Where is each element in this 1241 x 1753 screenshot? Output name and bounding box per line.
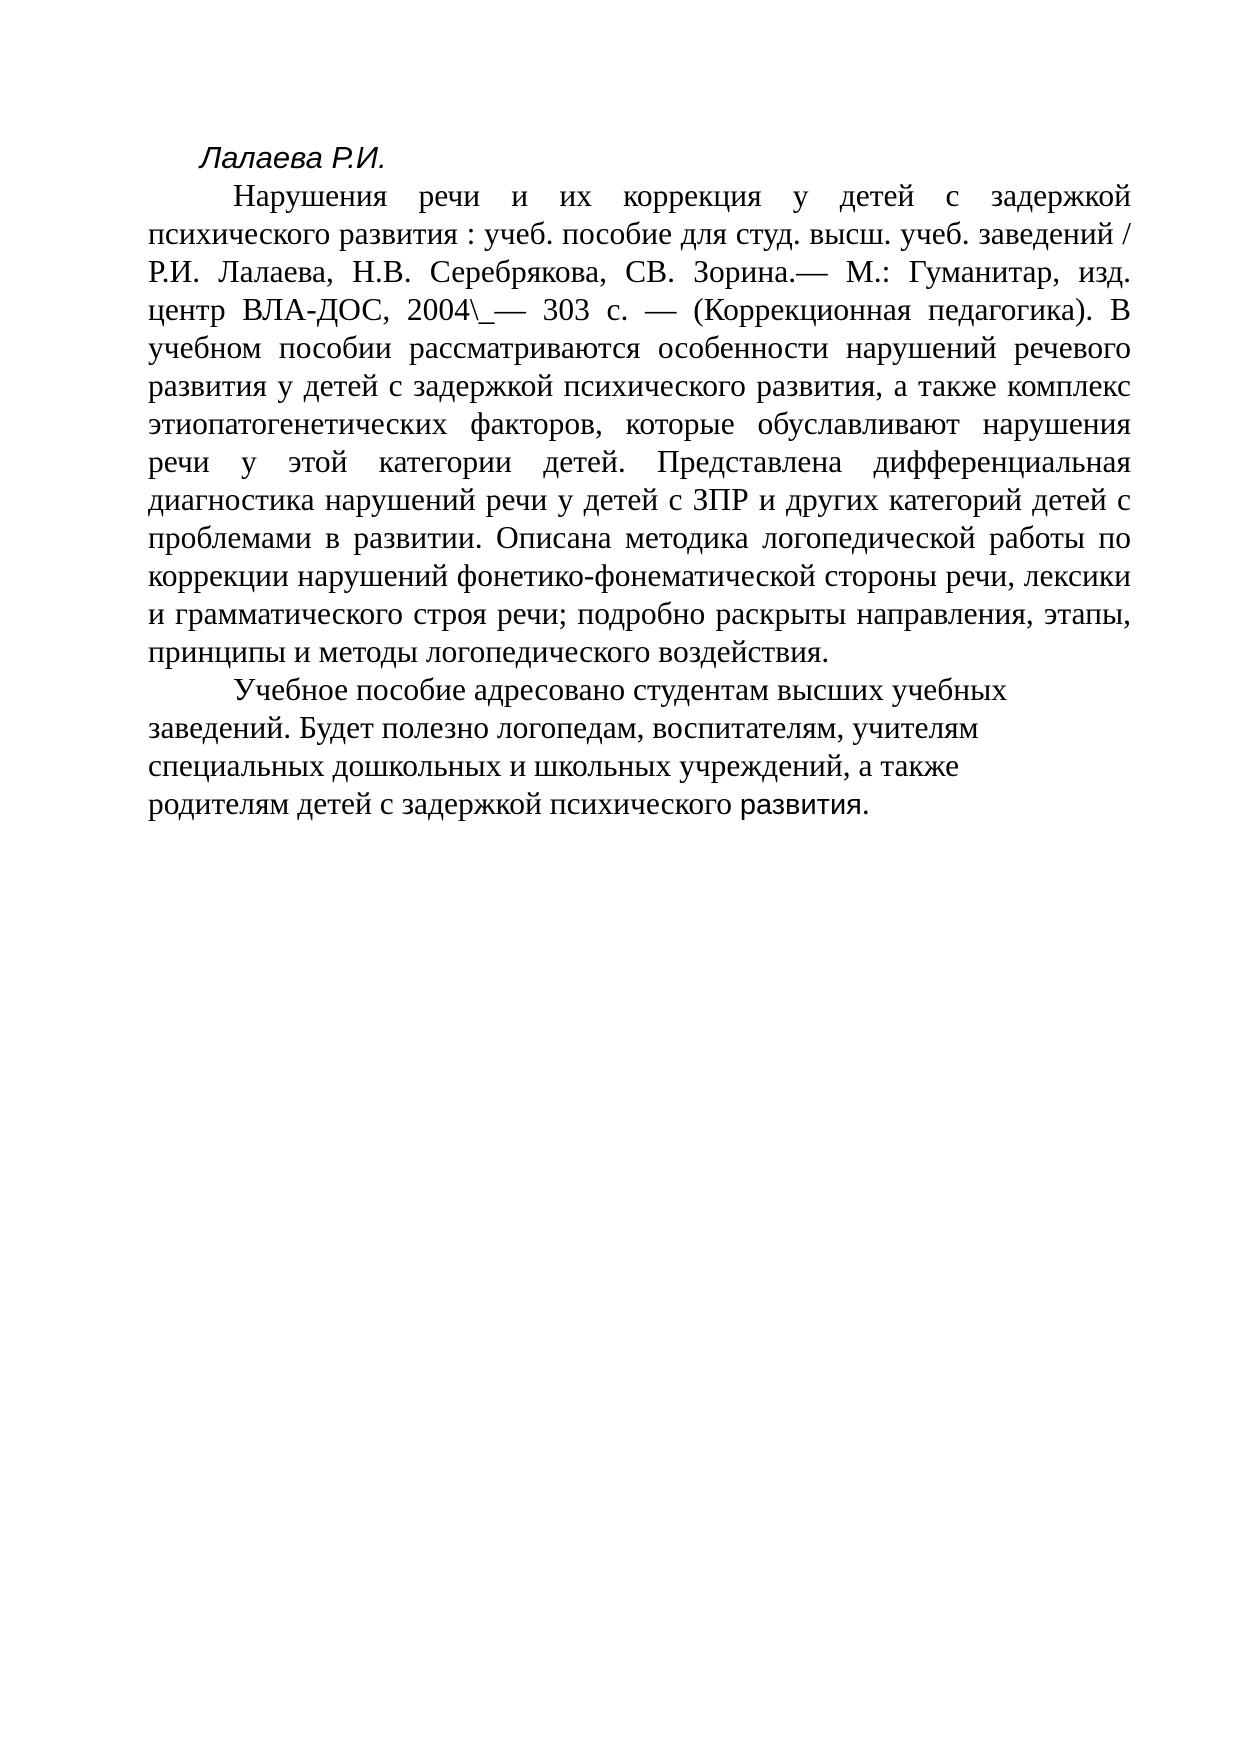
audience-end-punctuation: . xyxy=(861,786,870,821)
audience-last-word: развития xyxy=(739,789,862,821)
audience-line-4: родителям детей с задержкой психического xyxy=(148,786,740,821)
document-body xyxy=(148,177,1131,824)
audience-paragraph xyxy=(148,671,1078,824)
audience-line-2: заведений. Будет полезно логопедам, воспитателям, учителям xyxy=(148,710,979,745)
audience-line-1: Учебное пособие адресовано студентам высших учебных xyxy=(233,672,1008,707)
audience-line-3: специальных дошкольных и школьных учреждений, а также xyxy=(148,748,960,783)
author-name: Лалаева Р.И. xyxy=(200,140,387,175)
annotation-paragraph: Нарушения речи и их коррекция у детей с задержкой психического развития : учеб. пособие для студ. высш. учеб. заведений / Р.И. Лалаева, Н.В. Серебрякова, СВ. Зорина.— М.: Гуманитар, изд. центр ВЛА-ДОС, 2004\_— 303 с. — (Коррекционная педагогика). В учебном пособии рассматриваются особенности нарушений речевого развития у детей с задержкой психического развития, а также комплекс этиопатогенетических факторов, которые обуславливают нарушения речи у этой категории детей. Представлена дифференциальная диагностика нарушений речи у детей с ЗПР и других категорий детей с проблемами в развитии. Описана методика логопедической работы по коррекции нарушений фонетико-фонематической стороны речи, лексики и грамматического строя речи; подробно раскрыты направления, этапы, принципы и методы логопедического воздействия. xyxy=(148,178,1131,669)
